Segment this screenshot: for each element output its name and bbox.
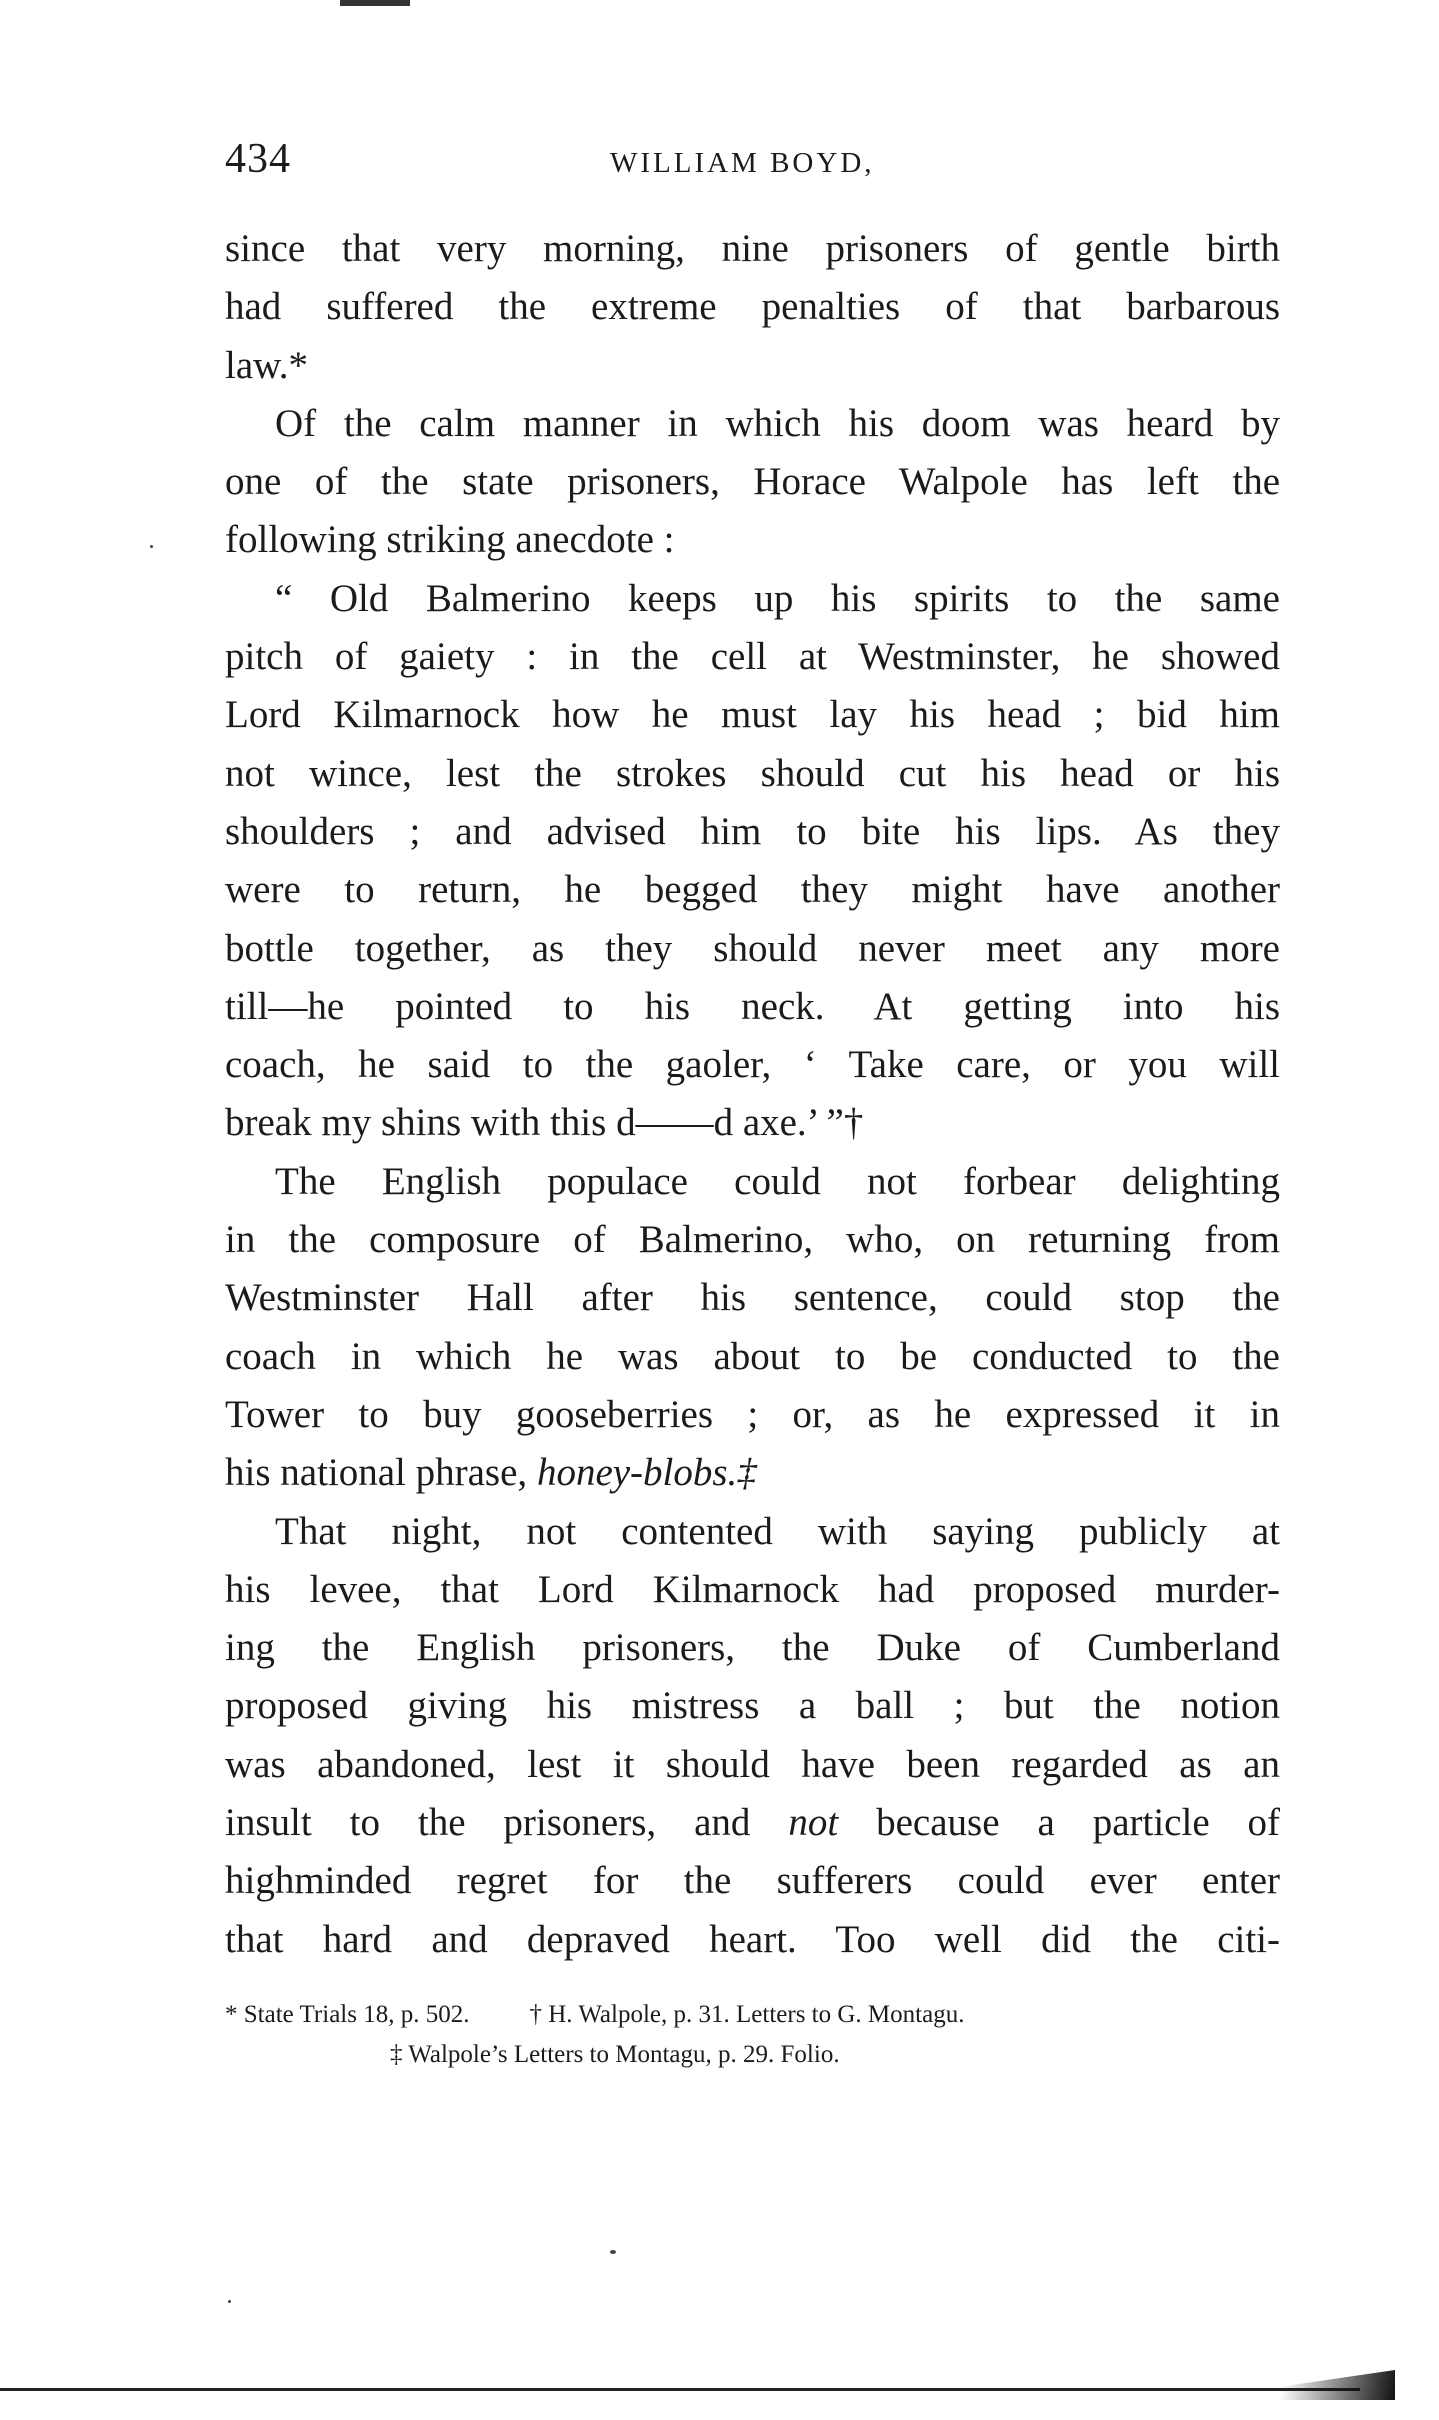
text-line: Tower to buy gooseberries ; or, as he expressed it in bbox=[225, 1392, 1280, 1436]
text-line: was abandoned, lest it should have been regarded as an bbox=[225, 1742, 1280, 1786]
text-line: his levee, that Lord Kilmarnock had proposed murder- bbox=[225, 1567, 1280, 1611]
text-fragment: insult to the prisoners, and bbox=[225, 1801, 751, 1845]
text-line: bottle together, as they should never meet any more bbox=[225, 926, 1280, 970]
italic-word: not bbox=[788, 1801, 839, 1845]
text-line: since that very morning, nine prisoners of gentle birth bbox=[225, 227, 1280, 270]
text-fragment: because a particle of bbox=[876, 1801, 1281, 1845]
italic-phrase: honey-blobs.‡ bbox=[536, 1451, 757, 1495]
text-line: not wince, lest the strokes should cut his head or his bbox=[225, 751, 1280, 795]
text-line: one of the state prisoners, Horace Walpole has left the bbox=[225, 460, 1280, 504]
text-line: ing the English prisoners, the Duke of Cumberland bbox=[225, 1626, 1280, 1670]
text-line: in the composure of Balmerino, who, on returning from bbox=[225, 1218, 1280, 1262]
text-line: break my shins with this d——d axe.’ ”† bbox=[225, 1101, 864, 1145]
print-speck bbox=[150, 545, 153, 548]
body-text bbox=[225, 220, 1280, 1969]
footnote-row bbox=[225, 2035, 1280, 2075]
page-header bbox=[225, 135, 1285, 195]
text-line: following striking anecdote : bbox=[225, 518, 675, 562]
text-line: till—he pointed to his neck. At getting into his bbox=[225, 984, 1280, 1028]
text-line: law.* bbox=[225, 343, 309, 387]
text-line: shoulders ; and advised him to bite his lips. As they bbox=[225, 809, 1280, 853]
bottom-rule bbox=[0, 2388, 1360, 2391]
text-line: The English populace could not forbear delighting bbox=[275, 1159, 1280, 1203]
text-line: highminded regret for the sufferers could ever enter bbox=[225, 1859, 1280, 1903]
footnote: ‡ Walpole’s Letters to Montagu, p. 29. Folio. bbox=[390, 2041, 840, 2068]
text-fragment: his national phrase, bbox=[225, 1451, 528, 1495]
bottom-rule-shadow bbox=[1220, 2370, 1395, 2400]
text-line: had suffered the extreme penalties of that barbarous bbox=[225, 285, 1280, 329]
print-speck bbox=[228, 2300, 231, 2303]
footnote: * State Trials 18, p. 502. bbox=[225, 2001, 470, 2028]
text-line: Westminster Hall after his sentence, could stop the bbox=[225, 1276, 1280, 1320]
top-edge-mark bbox=[340, 0, 410, 6]
running-head: WILLIAM BOYD, bbox=[610, 147, 875, 179]
footnotes bbox=[225, 1995, 1280, 2075]
text-line: coach, he said to the gaoler, ‘ Take care, or you will bbox=[225, 1043, 1280, 1087]
text-line: that hard and depraved heart. Too well did the citi- bbox=[225, 1917, 1280, 1961]
page-number: 434 bbox=[225, 136, 291, 182]
footnote-row bbox=[225, 1995, 1280, 2035]
text-line: pitch of gaiety : in the cell at Westminster, he showed bbox=[225, 635, 1280, 679]
footnote: † H. Walpole, p. 31. Letters to G. Montagu. bbox=[529, 2001, 965, 2028]
text-line: “ Old Balmerino keeps up his spirits to the same bbox=[275, 576, 1280, 620]
text-line: Of the calm manner in which his doom was heard by bbox=[275, 401, 1280, 445]
text-line-with-italic bbox=[225, 1794, 1280, 1852]
print-speck bbox=[610, 2250, 616, 2254]
text-line: That night, not contented with saying publicly at bbox=[275, 1509, 1280, 1553]
text-line-with-italic bbox=[225, 1444, 1280, 1502]
text-line: coach in which he was about to be conducted to the bbox=[225, 1334, 1280, 1378]
text-line: were to return, he begged they might have another bbox=[225, 868, 1280, 912]
text-line: Lord Kilmarnock how he must lay his head ; bid him bbox=[225, 693, 1280, 737]
text-line: proposed giving his mistress a ball ; but the notion bbox=[225, 1684, 1280, 1728]
